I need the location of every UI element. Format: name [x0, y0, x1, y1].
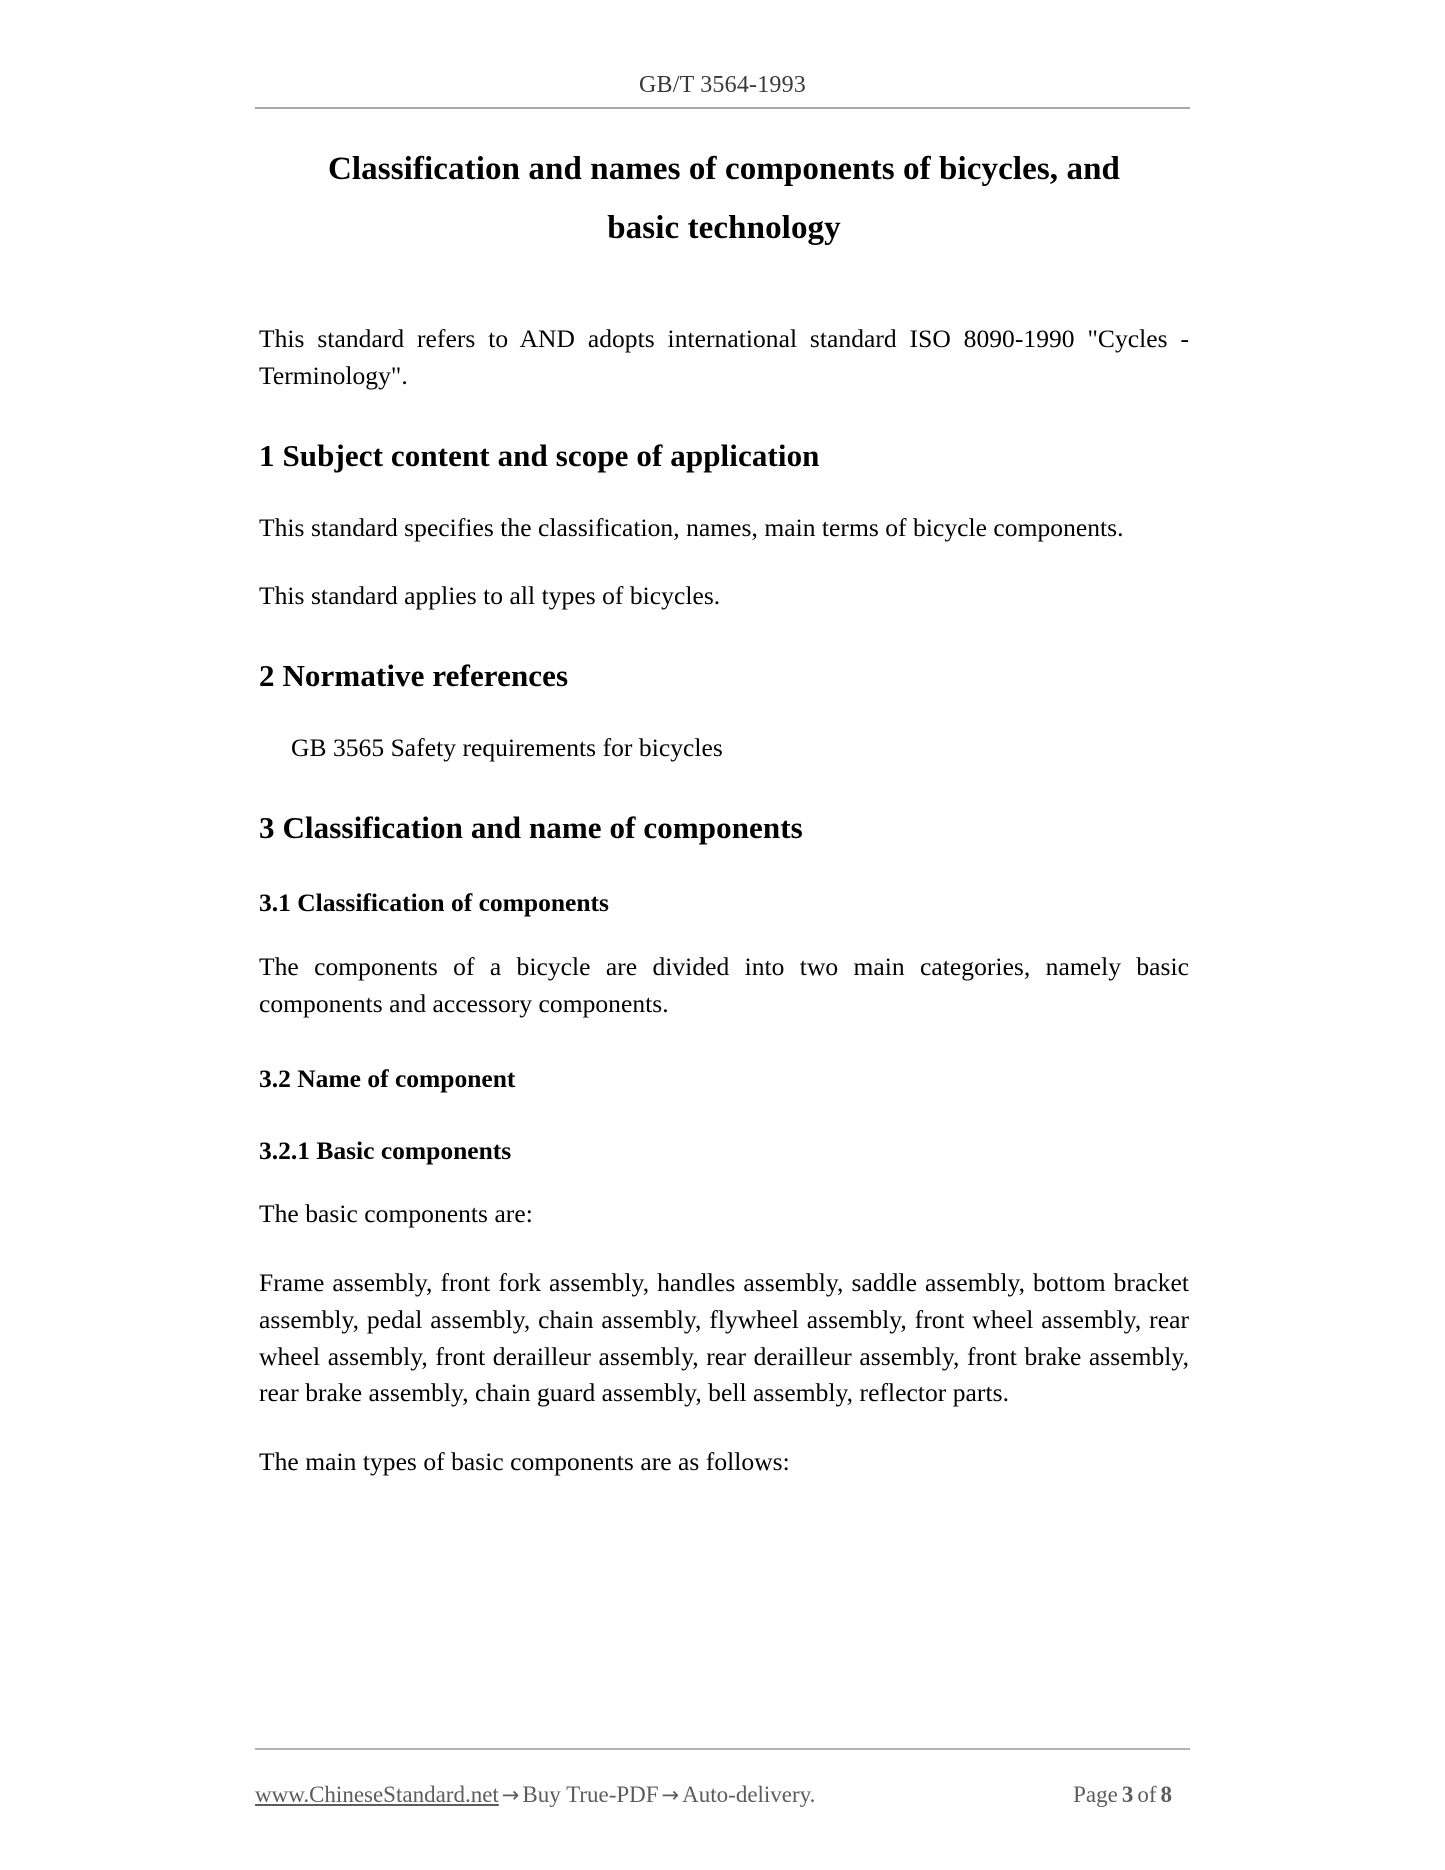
standard-code: GB/T 3564-1993 — [638, 72, 807, 98]
basic-components-list: Frame assembly, front fork assembly, handles assembly, saddle assembly, bottom bracket assembly, pedal assembly, chain assembly, flywheel assembly, front wheel assembly, rear wheel assembly, front derailleur assembly, rear derailleur assembly, front brake assembly, rear brake assembly, chain guard assembly, bell assembly, reflector parts. — [259, 1268, 1189, 1408]
section-2-heading: 2 Normative references — [259, 658, 569, 694]
document-title-line-2: basic technology — [607, 209, 841, 246]
basic-components-lead: The basic components are: — [259, 1199, 533, 1229]
total-page-number: 8 — [1160, 1782, 1172, 1807]
basic-components-closing: The main types of basic components are as follows: — [259, 1446, 790, 1476]
document-content — [259, 140, 1189, 1481]
footer-website-link[interactable]: www.ChineseStandard.net — [255, 1782, 499, 1807]
current-page-number: 3 — [1121, 1782, 1134, 1807]
footer-buy-text: Buy True-PDF — [522, 1782, 659, 1807]
section-1-paragraph-2: This standard applies to all types of bicycles. — [259, 581, 721, 611]
document-title — [259, 140, 1189, 257]
header-divider — [255, 107, 1190, 109]
subsection-3-2-1-heading: 3.2.1 Basic components — [259, 1135, 512, 1165]
intro-paragraph: This standard refers to AND adopts international standard ISO 8090-1990 "Cycles - Terminology". — [259, 324, 1189, 391]
page-indicator — [1073, 1782, 1190, 1808]
page-label: Page — [1073, 1782, 1118, 1807]
arrow-right-icon-2: → — [661, 1783, 680, 1807]
page-header — [255, 72, 1190, 99]
footer-divider — [255, 1748, 1190, 1750]
page-footer — [255, 1782, 1190, 1808]
arrow-right-icon-1: → — [501, 1783, 520, 1807]
subsection-3-1-paragraph: The components of a bicycle are divided into two main categories, namely basic components and accessory components. — [259, 952, 1189, 1018]
document-title-line-1: Classification and names of components of bicycles, and — [327, 151, 1121, 187]
title-spacer — [259, 257, 1189, 321]
section-1-paragraph-1: This standard specifies the classification, names, main terms of bicycle components. — [259, 512, 1124, 542]
footer-promo — [255, 1782, 815, 1808]
section-1-heading: 1 Subject content and scope of application — [259, 437, 820, 473]
subsection-3-1-heading: 3.1 Classification of components — [259, 888, 609, 918]
section-2-reference: GB 3565 Safety requirements for bicycles — [291, 732, 723, 762]
subsection-3-2-heading: 3.2 Name of component — [259, 1063, 516, 1093]
section-3-heading: 3 Classification and name of components — [259, 809, 803, 845]
page-of-label: of — [1137, 1782, 1157, 1807]
footer-delivery-text: Auto-delivery. — [682, 1782, 816, 1807]
